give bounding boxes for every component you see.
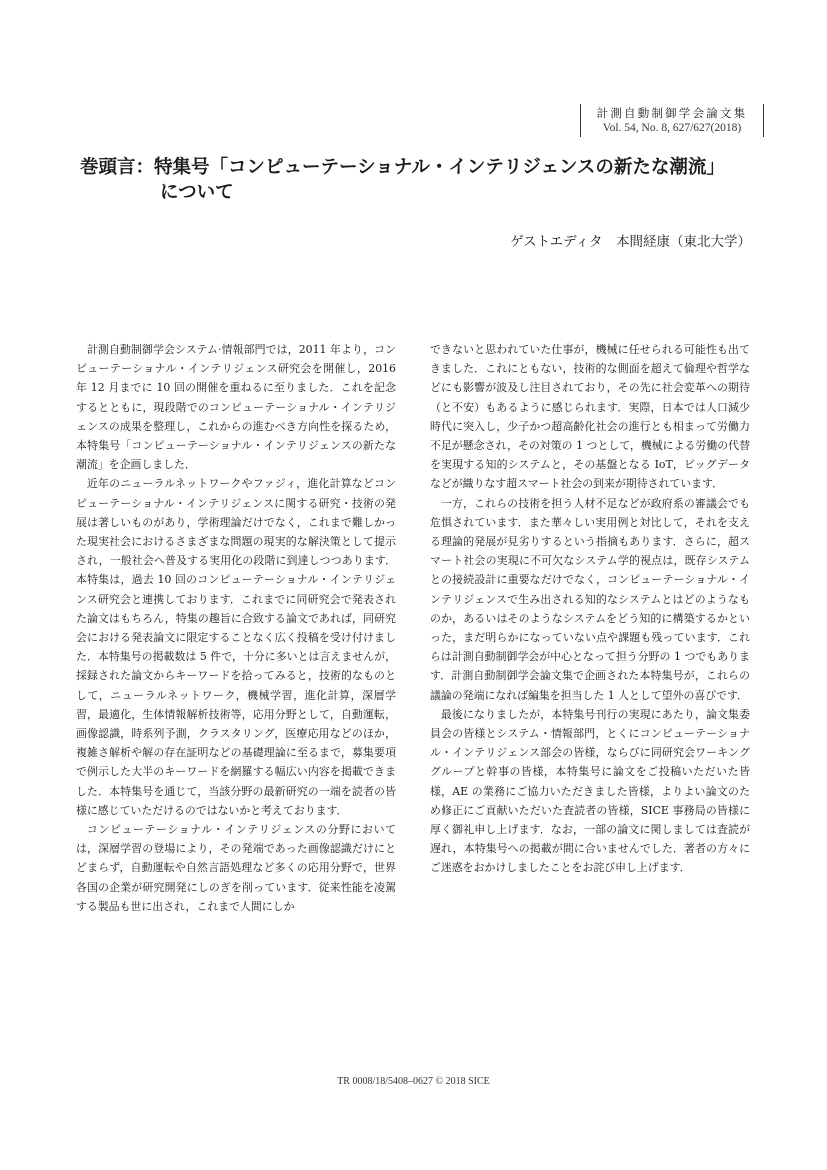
paragraph: 一方，これらの技術を担う人材不足などが政府系の審議会でも危惧されています．また華々しい実用例と対比して，それを支える理論的発展が見劣りするという指摘もあります．さらに，超スマート社会の実現に不可欠なシステム学的視点は，既存システムとの接続設計に重要なだけでなく，コンピューテーショナル・インテリジェンスで生み出される知的なシステムとはどのようなものか，あるいはそのようなシステムをどう知的に構築するかといった，まだ明らかになっていない点や課題も残っています．これらは計測自動制御学会が中心となって担う分野の 1 つでもあります．計測自動制御学会論文集で企画された本特集号が，これらの議論の発端になれば編集を担当した 1 人として望外の喜びです． [430, 496, 750, 702]
article-title [80, 155, 770, 205]
footer-doc-id: TR 0008/18/5408–0627 © 2018 SICE [337, 1076, 490, 1087]
guest-editor: ゲストエディタ 本間経康（東北大学） [510, 234, 751, 250]
journal-name: 計測自動制御学会論文集 [596, 106, 748, 120]
title-line-1: 巻頭言：特集号「コンピューテーショナル・インテリジェンスの新たな潮流」 [80, 157, 725, 178]
body-column-right [430, 340, 750, 878]
paragraph: 近年のニューラルネットワークやファジィ，進化計算などコンピューテーショナル・インテリジェンスに関する研究・技術の発展は著しいものがあり，学術理論だけでなく，これまで難しかった現実社会におけるさまざまな問題の現実的な解決策として提示され，一般社会へ普及する実用化の段階に到達しつつあります．本特集は，過去 10 回のコンピューテーショナル・インテリジェンス研究会と連携しております．これまでに同研究会で発表された論文はもちろん，特集の趣旨に合致する論文であれば，同研究会における発表論文に限定することなく広く投稿を受け付けました．本特集号の掲載数は 5 件で，十分に多いとは言えませんが，採録された論文からキーワードを拾ってみると，技術的なものとして，ニューラルネットワーク，機械学習，進化計算，深層学習，最適化，生体情報解析技術等，応用分野として，自動運転，画像認識，時系列予測，クラスタリング，医療応用などのほか，複雑さ解析や解の存在証明などの基礎理論に至るまで，募集要項で例示した大半のキーワードを網羅する幅広い内容を掲載できました．本特集号を通じて，当該分野の最新研究の一端を読者の皆様に感じていただけるのではないかと考えております． [76, 477, 396, 817]
title-line-2: について [160, 182, 234, 203]
journal-volume: Vol. 54, No. 8, 627/627(2018) [602, 122, 742, 134]
paragraph: 計測自動制御学会システム·情報部門では，2011 年より，コンピューテーショナル・インテリジェンス研究会を開催し，2016 年 12 月までに 10 回の開催を重ねるに至りました．これを記念するとともに，現段階でのコンピューテーショナル・インテリジェンスの成果を整理し，これからの進むべき方向性を探るため，本特集号「コンピューテーショナル・インテリジェンスの新たな潮流」を企画しました． [76, 343, 396, 472]
journal-header [580, 104, 764, 137]
paragraph-continued: できないと思われていた仕事が，機械に任せられる可能性も出てきました．これにともない，技術的な側面を超えて倫理や哲学などにも影響が波及し注目されており，その先に社会変革への期待（と不安）もあるように感じられます．実際，日本では人口減少時代に突入し，少子かつ超高齢化社会の進行とも相まって労働力不足が懸念され，その対策の 1 つとして，機械による労働の代替を実現する知的システムと，その基盤となる IoT，ビッグデータなどが織りなす超スマート社会の到来が期待されています． [430, 343, 750, 491]
paragraph: コンピューテーショナル・インテリジェンスの分野においては，深層学習の登場により，その発端であった画像認識だけにとどまらず，自動運転や自然言語処理など多くの応用分野で，世界各国の企業が研究開発にしのぎを削っています．従来性能を凌駕する製品も世に出され，これまで人間にしか [76, 823, 396, 913]
body-column-left [76, 340, 396, 916]
paragraph: 最後になりましたが，本特集号刊行の実現にあたり，論文集委員会の皆様とシステム・情報部門，とくにコンピューテーショナル・インテリジェンス部会の皆様，ならびに同研究会ワーキンググループと幹事の皆様，本特集号に論文をご投稿いただいた皆様，AE の業務にご協力いただきました皆様，よりよい論文のため修正にご貢献いただいた査読者の皆様，SICE 事務局の皆様に厚く御礼申し上げます．なお，一部の論文に関しましては査読が遅れ，本特集号への掲載が間に合いませんでした．著者の方々にご迷惑をおかけしましたことをお詫び申し上げます． [430, 707, 750, 875]
